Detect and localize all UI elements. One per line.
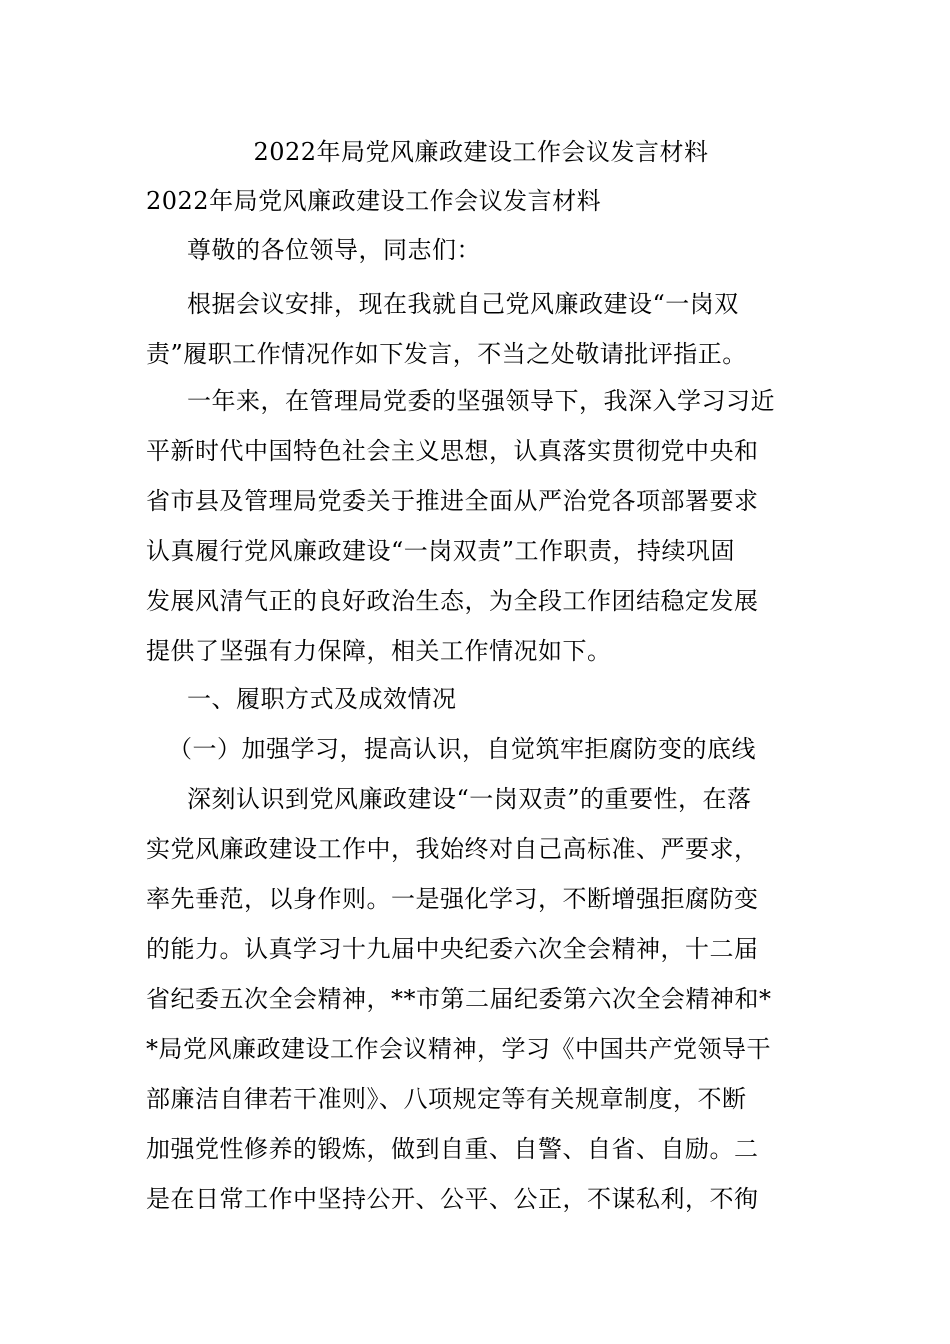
paragraph-line: 平新时代中国特色社会主义思想，认真落实贯彻党中央和 bbox=[146, 437, 759, 465]
paragraph-line: 根据会议安排，现在我就自己党风廉政建设“一岗双 bbox=[187, 290, 739, 318]
paragraph-line: 深刻认识到党风廉政建设“一岗双责”的重要性，在落 bbox=[187, 785, 752, 813]
paragraph-line: 认真履行党风廉政建设“一岗双责”工作职责，持续巩固 bbox=[146, 537, 736, 565]
paragraph-line: 提供了坚强有力保障，相关工作情况如下。 bbox=[146, 637, 612, 665]
paragraph-line: 责”履职工作情况作如下发言，不当之处敬请批评指正。 bbox=[146, 340, 747, 368]
paragraph-line: 的能力。认真学习十九届中央纪委六次全会精神，十二届 bbox=[146, 935, 759, 963]
paragraph-line: 一年来，在管理局党委的坚强领导下，我深入学习习近 bbox=[187, 387, 775, 415]
paragraph-line: 实党风廉政建设工作中，我始终对自己高标准、严要求， bbox=[146, 835, 759, 863]
salutation: 尊敬的各位领导，同志们： bbox=[187, 236, 481, 264]
paragraph-line: 部廉洁自律若干准则》、八项规定等有关规章制度，不断 bbox=[146, 1085, 747, 1113]
paragraph-line: 率先垂范，以身作则。一是强化学习，不断增强拒腐防变 bbox=[146, 885, 759, 913]
paragraph-line: 省纪委五次全会精神，**市第二届纪委第六次全会精神和* bbox=[146, 985, 772, 1013]
paragraph-line: 省市县及管理局党委关于推进全面从严治党各项部署要求 bbox=[146, 487, 759, 515]
paragraph-line: *局党风廉政建设工作会议精神，学习《中国共产党领导干 bbox=[146, 1035, 771, 1063]
paragraph-line: 是在日常工作中坚持公开、公平、公正，不谋私利，不徇 bbox=[146, 1185, 759, 1213]
document-subtitle: 2022年局党风廉政建设工作会议发言材料 bbox=[146, 187, 602, 215]
section-heading: 一、履职方式及成效情况 bbox=[187, 685, 457, 713]
paragraph-line: 加强党性修养的锻炼，做到自重、自警、自省、自励。二 bbox=[146, 1135, 759, 1163]
paragraph-line: 发展风清气正的良好政治生态，为全段工作团结稳定发展 bbox=[146, 587, 759, 615]
document-title: 2022年局党风廉政建设工作会议发言材料 bbox=[253, 138, 709, 166]
subsection-heading: （一）加强学习，提高认识，自觉筑牢拒腐防变的底线 bbox=[168, 735, 756, 763]
